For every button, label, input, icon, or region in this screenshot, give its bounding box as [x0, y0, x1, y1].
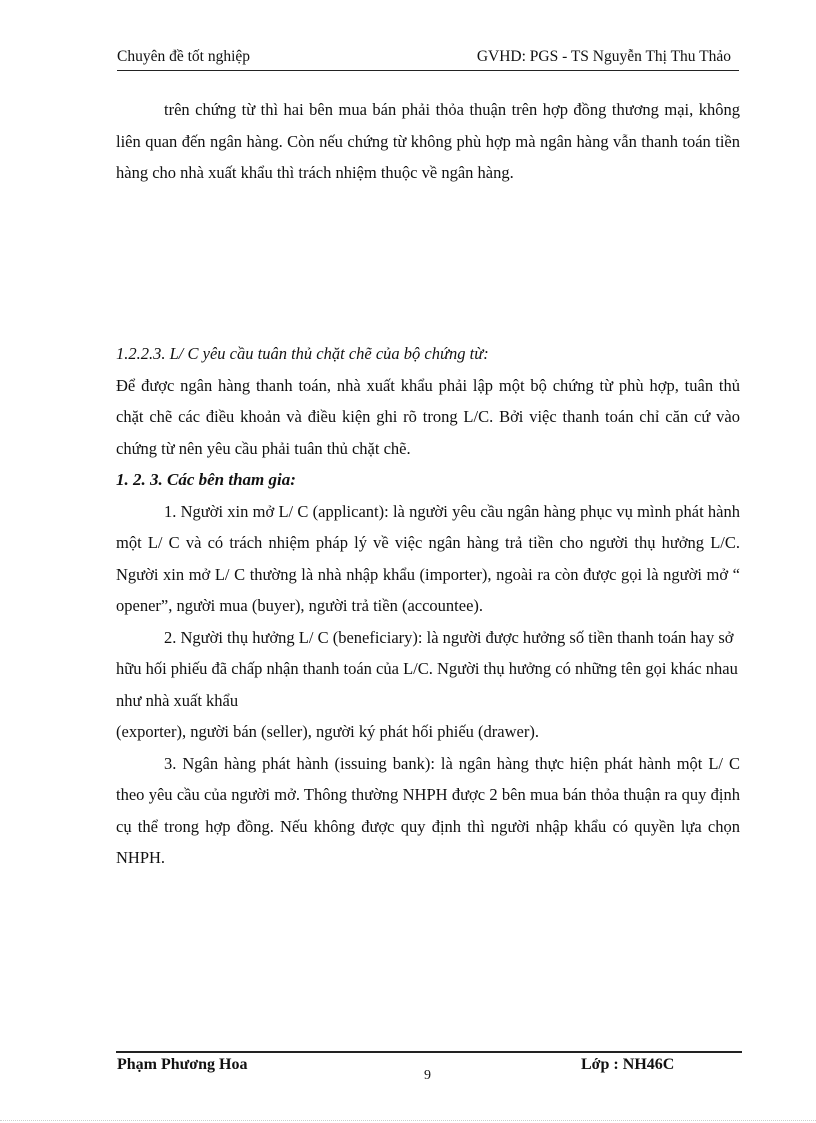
- list-item-beneficiary-cont: (exporter), người bán (seller), người ký phát hối phiếu (drawer).: [116, 722, 539, 741]
- page-number: 9: [424, 1068, 431, 1083]
- header-title: Chuyên đề tốt nghiệp: [117, 48, 251, 65]
- list-item-beneficiary: 2. Người thụ hưởng L/ C (beneficiary): là người được hưởng số tiền thanh toán hay sở hữu hối phiếu đã chấp nhận thanh toán của L/C. Người thụ hưởng có những tên gọi khác nhau như nhà xuất khẩu: [116, 627, 738, 710]
- footer-class: Lớp : NH46C: [581, 1056, 675, 1073]
- paragraph-continuation: trên chứng từ thì hai bên mua bán phải thỏa thuận trên hợp đồng thương mại, không liên quan đến ngân hàng. Còn nếu chứng từ không phù hợp mà ngân hàng vẫn thanh toán tiền hàng cho nhà xuất khẩu thì trách nhiệm thuộc về ngân hàng.: [116, 100, 740, 182]
- section-heading: 1. 2. 3. Các bên tham gia:: [116, 470, 296, 489]
- list-item-applicant: 1. Người xin mở L/ C (applicant): là người yêu cầu ngân hàng phục vụ mình phát hành một L/ C và có trách nhiệm pháp lý về việc ngân hàng trả tiền cho người thụ hưởng L/C. Người xin mở L/ C thường là nhà nhập khẩu (importer), ngoài ra còn được gọi là người mở “ opener”, người mua (buyer), người trả tiền (accountee).: [116, 501, 740, 615]
- subsection-heading: 1.2.2.3. L/ C yêu cầu tuân thủ chặt chẽ của bộ chứng từ:: [116, 344, 489, 363]
- document-body-top: [116, 94, 740, 189]
- paragraph-requirements: Để được ngân hàng thanh toán, nhà xuất khẩu phải lập một bộ chứng từ phù hợp, tuân thủ chặt chẽ các điều khoản và điều kiện ghi rõ trong L/C. Bởi việc thanh toán chỉ căn cứ vào chứng từ nên yêu cầu phải tuân thủ chặt chẽ.: [116, 375, 740, 458]
- footer-author: Phạm Phương Hoa: [117, 1056, 248, 1073]
- footer-divider: [116, 1051, 742, 1053]
- page-header: [117, 48, 739, 71]
- list-item-issuing-bank: 3. Ngân hàng phát hành (issuing bank): là ngân hàng thực hiện phát hành một L/ C theo yêu cầu của người mở. Thông thường NHPH được 2 bên mua bán thỏa thuận ra quy định cụ thể trong hợp đồng. Nếu không được quy định thì người nhập khẩu có quyền lựa chọn NHPH.: [116, 753, 740, 867]
- page-edge-divider: [0, 1120, 816, 1121]
- document-body-main: [116, 338, 740, 874]
- header-supervisor: GVHD: PGS - TS Nguyễn Thị Thu Thảo: [476, 48, 731, 65]
